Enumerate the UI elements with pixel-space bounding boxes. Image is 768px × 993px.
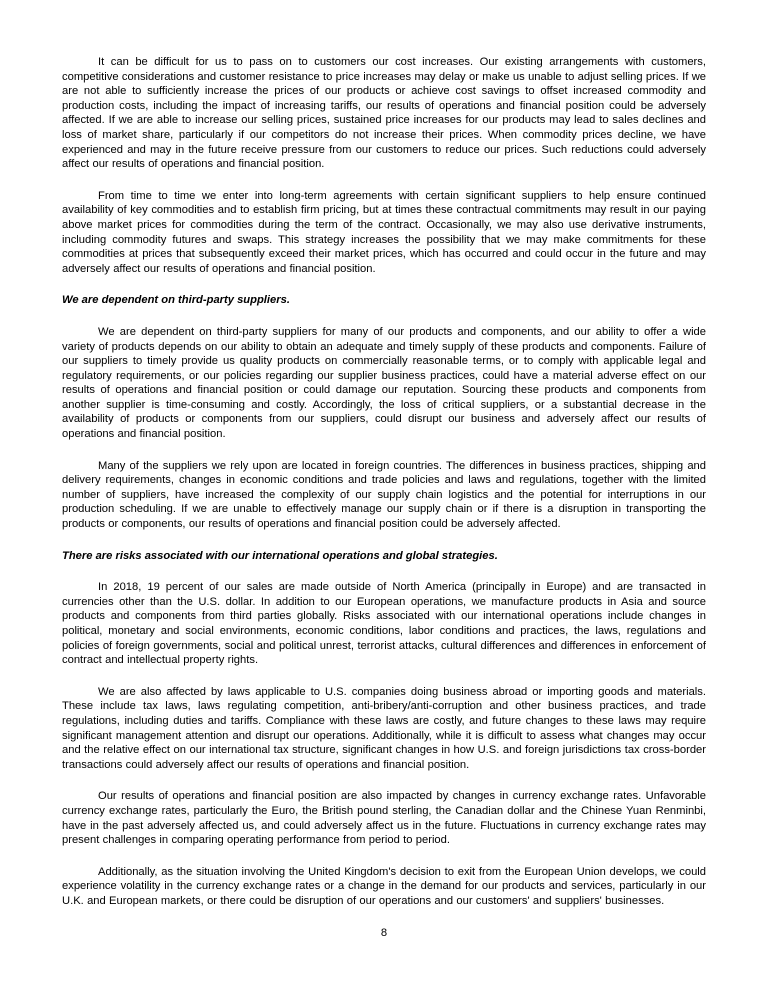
paragraph-supplier-agreements: From time to time we enter into long-term agreements with certain significant suppliers to help ensure continued availability of key commodities and to establish firm pricing, but at times these contractual commitments may result in our paying above market prices for commodities during the term of the contract. Occasionally, we may also use derivative instruments, including commodity futures and swaps. This strategy increases the possibility that we may make commitments for these commodities at prices that subsequently exceed their market prices, which has occurred and could occur in the future and may adversely affect our results of operations and financial position. xyxy=(62,189,706,275)
paragraph-us-laws: We are also affected by laws applicable to U.S. companies doing business abroad or importing goods and materials. These include tax laws, laws regulating competition, anti-bribery/anti-corruption and other business practices, and trade regulations, including duties and tariffs. Compliance with these laws are costly, and future changes to these laws may require significant management attention and disrupt our operations. Additionally, while it is difficult to assess what changes may occur and the relative effect on our international tax structure, significant changes in how U.S. and foreign jurisdictions tax cross-border transactions could adversely affect our results of operations and financial position. xyxy=(62,685,706,771)
paragraph-brexit: Additionally, as the situation involving the United Kingdom's decision to exit from the European Union develops, we could experience volatility in the currency exchange rates or a change in the demand for our products and services, particularly in our U.K. and European markets, or there could be disruption of our operations and our customers' and suppliers' businesses. xyxy=(62,865,706,907)
heading-international-operations: There are risks associated with our international operations and global strategies. xyxy=(62,549,498,562)
heading-third-party-suppliers: We are dependent on third-party suppliers. xyxy=(62,294,290,307)
paragraph-currency-rates: Our results of operations and financial position are also impacted by changes in currency exchange rates. Unfavorable currency exchange rates, particularly the Euro, the British pound sterling, the Canadian dollar and the Chinese Yuan Renminbi, have in the past adversely affected us, and could adversely affect us in the future. Fluctuations in currency exchange rates may present challenges in comparing operating performance from period to period. xyxy=(62,790,706,847)
page-number: 8 xyxy=(380,926,388,939)
paragraph-foreign-suppliers: Many of the suppliers we rely upon are located in foreign countries. The differences in business practices, shipping and delivery requirements, changes in economic conditions and trade policies and laws and regulations, together with the limited number of suppliers, have increased the complexity of our supply chain logistics and the potential for interruptions in our production scheduling. If we are unable to effectively manage our supply chain or if there is a disruption in transporting the products or components, our results of operations and financial position could be adversely affected. xyxy=(62,459,706,531)
paragraph-cost-increases: It can be difficult for us to pass on to customers our cost increases. Our existing arrangements with customers, competitive considerations and customer resistance to price increases may delay or make us unable to adjust selling prices. If we are not able to sufficiently increase the prices of our products or achieve cost savings to offset increased commodity and production costs, including the impact of increasing tariffs, our results of operations and financial position could be adversely affected. If we are able to increase our selling prices, sustained price increases for our products may lead to sales declines and loss of market share, particularly if our competitors do not increase their prices. When commodity prices decline, we have experienced and may in the future receive pressure from our customers to reduce our prices. Such reductions could adversely affect our results of operations and financial position. xyxy=(62,56,706,171)
paragraph-supplier-dependence: We are dependent on third-party suppliers for many of our products and components, and our ability to offer a wide variety of products depends on our ability to obtain an adequate and timely supply of these products and components. Failure of our suppliers to timely provide us quality products on commercially reasonable terms, or to comply with applicable legal and regulatory requirements, or our policies regarding our supplier business practices, could have a material adverse effect on our results of operations and financial position or could damage our reputation. Sourcing these products and components from another supplier is time-consuming and costly. Accordingly, the loss of critical suppliers, or a substantial decrease in the availability of products or components from our suppliers, could disrupt our business and adversely affect our results of operations and financial position. xyxy=(62,325,706,441)
paragraph-international-sales: In 2018, 19 percent of our sales are made outside of North America (principally in Europe) and are transacted in currencies other than the U.S. dollar. In addition to our European operations, we manufacture products in Asia and source products and components from third parties globally. Risks associated with our international operations include changes in political, monetary and social environments, economic conditions, labor conditions and practices, the laws, regulations and policies of foreign governments, social and political unrest, terrorist attacks, cultural differences and differences in enforcement of contract and intellectual property rights. xyxy=(62,581,706,667)
